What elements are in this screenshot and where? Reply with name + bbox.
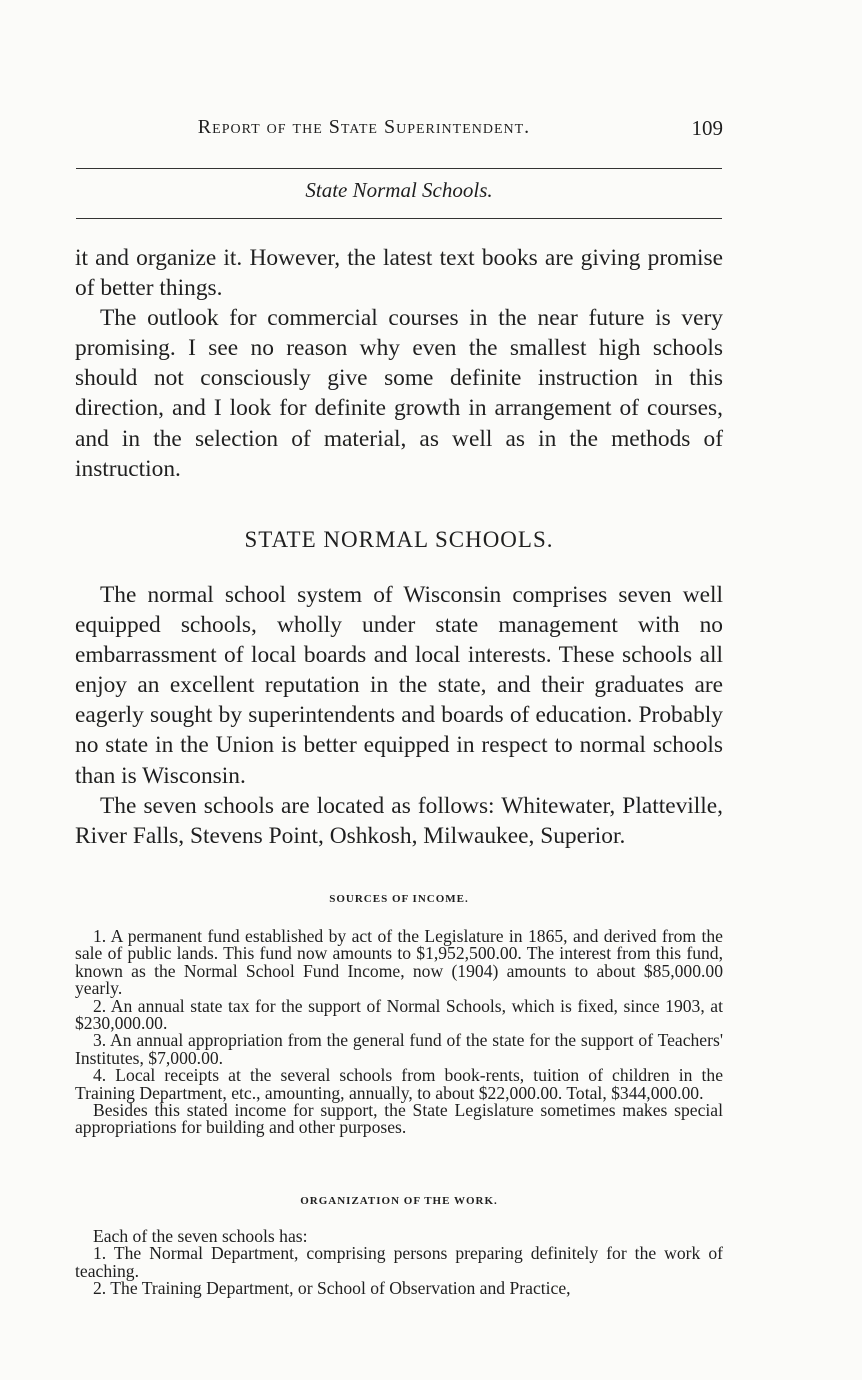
subheading-sources-of-income: SOURCES OF INCOME.: [329, 893, 469, 905]
subheading-organization: ORGANIZATION OF THE WORK.: [300, 1195, 498, 1207]
paragraph: The outlook for commercial courses in the near future is very promising. I see no reason why even the smallest high schools should not consciously give some definite instruction in this direction, and I look for definite growth in arrangement of courses, and in the selection of material, as well as in the methods of instruction.: [75, 305, 723, 482]
paragraph: The normal school system of Wisconsin comprises seven well equipped schools, wholly under state management with no embarrassment of local boards and local interests. These schools all enjoy an excellent reputation in the state, and their graduates are eagerly sought by superintendents and boards of education. Probably no state in the Union is better equipped in respect to normal schools than is Wisconsin.: [75, 582, 723, 789]
list-item: 1. The Normal Department, comprising persons preparing definitely for the work of teaching.: [75, 1243, 723, 1281]
sources-of-income-list: [75, 928, 723, 1137]
list-item: 3. An annual appropriation from the general fund of the state for the support of Teachers' Institutes, $7,000.00.: [75, 1030, 723, 1068]
header-rule-top: [76, 168, 722, 169]
running-title: Report of the State Superintendent.: [197, 116, 531, 138]
list-item: Each of the seven schools has:: [93, 1226, 308, 1246]
list-item: 2. An annual state tax for the support of Normal Schools, which is fixed, since 1903, at $230,000.00.: [75, 995, 723, 1034]
page-number: 109: [691, 116, 723, 140]
list-item: 2. The Training Department, or School of Observation and Practice,: [93, 1278, 571, 1299]
continued-text: [75, 243, 723, 484]
list-item: Besides this stated income for support, the State Legislature sometimes makes special appropriations for building and other purposes.: [75, 1100, 723, 1138]
list-item: 1. A permanent fund established by act of the Legislature in 1865, and derived from the sale of public lands. This fund now amounts to $1,952,500.00. The interest from this fund, known as the Normal School Fund Income, now (1904) amounts to about $85,000.00 yearly.: [75, 926, 723, 999]
list-item: 4. Local receipts at the several schools from book-rents, tuition of children in the Training Department, etc., amounting, annually, to about $22,000.00. Total, $344,000.00.: [75, 1065, 723, 1103]
section-heading: STATE NORMAL SCHOOLS.: [244, 527, 554, 552]
section-body: [75, 580, 723, 851]
paragraph: it and organize it. However, the latest text books are giving promise of better things.: [75, 245, 723, 302]
section-running-title: State Normal Schools.: [305, 178, 493, 202]
organization-list: [75, 1228, 723, 1298]
header-rule-bottom: [76, 218, 722, 219]
paragraph: The seven schools are located as follows: Whitewater, Platteville, River Falls, Stevens Point, Oshkosh, Milwaukee, Superior.: [75, 792, 723, 849]
running-header: [75, 116, 723, 144]
